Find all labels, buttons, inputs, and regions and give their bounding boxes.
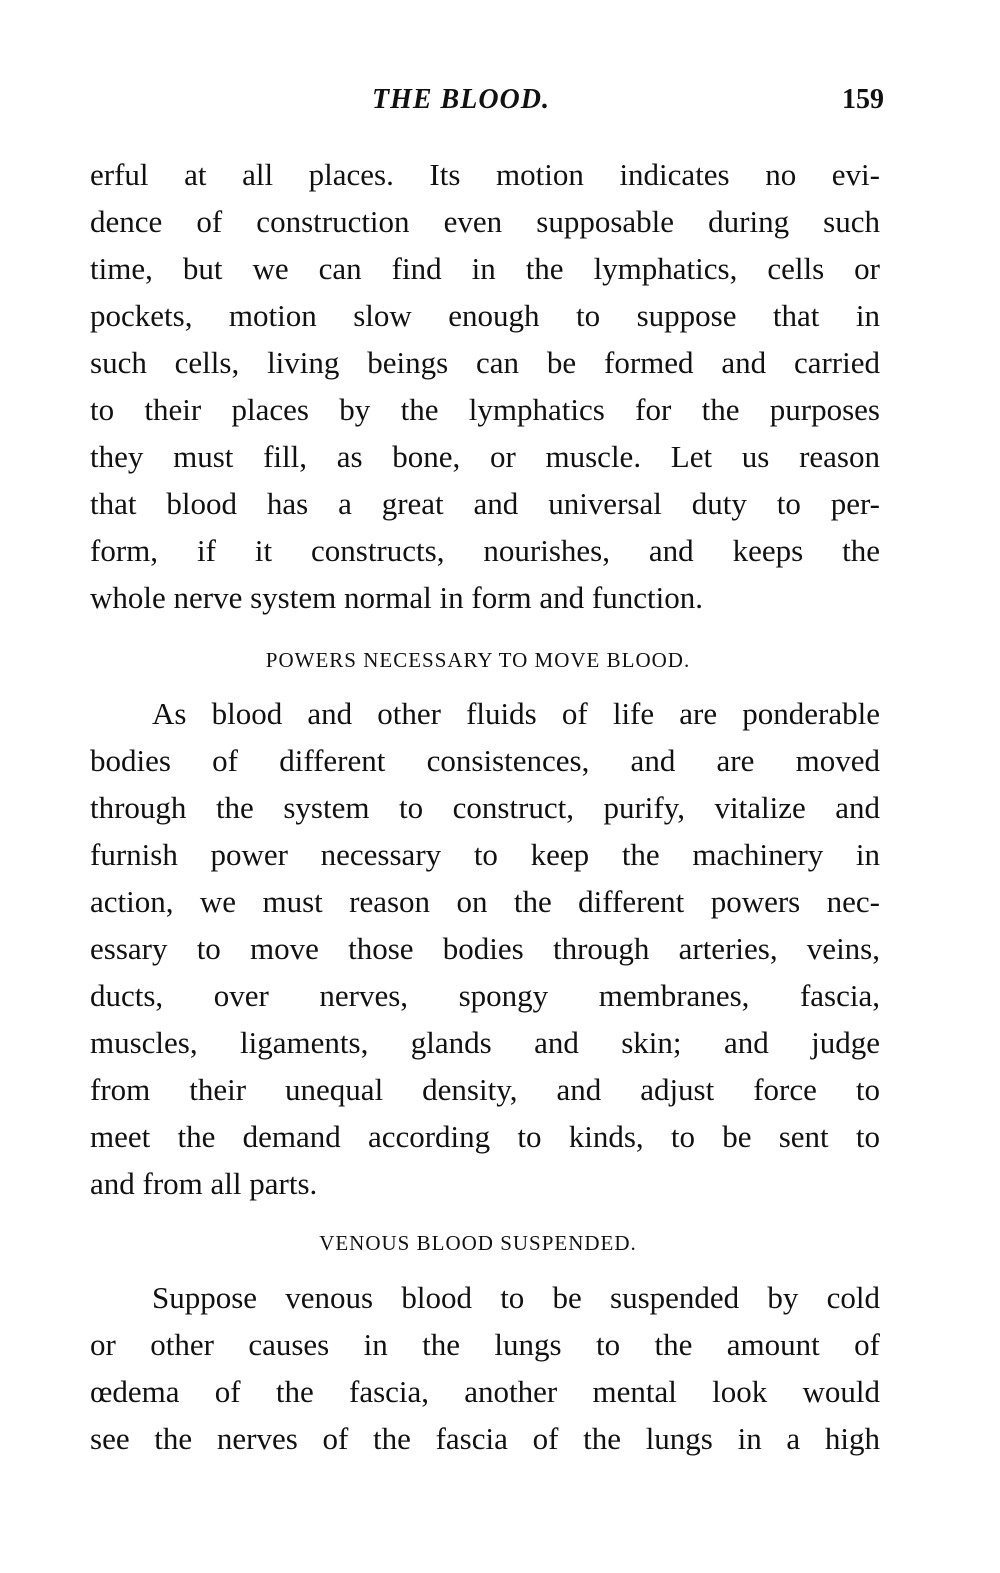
section-heading-venous: VENOUS BLOOD SUSPENDED. — [319, 1231, 637, 1255]
text-line: Suppose venous blood to be suspended by cold — [152, 1280, 880, 1315]
text-line: they must fill, as bone, or muscle. Let us reason — [90, 439, 880, 474]
text-line: from their unequal density, and adjust force to — [90, 1072, 880, 1107]
text-line: ducts, over nerves, spongy membranes, fascia, — [90, 978, 880, 1013]
text-line: to their places by the lymphatics for the purposes — [90, 392, 880, 427]
text-line: time, but we can find in the lymphatics, cells or — [90, 251, 880, 286]
text-line: meet the demand according to kinds, to be sent to — [90, 1119, 880, 1154]
text-line: through the system to construct, purify, vitalize and — [90, 790, 880, 825]
text-line: erful at all places. Its motion indicates no evi- — [90, 157, 880, 192]
text-line: muscles, ligaments, glands and skin; and judge — [90, 1025, 880, 1060]
running-header-title: THE BLOOD. — [372, 84, 550, 115]
text-line: see the nerves of the fascia of the lungs in a high — [90, 1421, 880, 1456]
text-line: and from all parts. — [90, 1166, 318, 1201]
text-line: or other causes in the lungs to the amount of — [90, 1327, 880, 1362]
page-number: 159 — [842, 84, 884, 115]
text-line: dence of construction even supposable during such — [90, 204, 880, 239]
text-line: action, we must reason on the different powers nec- — [90, 884, 880, 919]
paragraph-2 — [90, 690, 880, 1207]
text-line: such cells, living beings can be formed and carried — [90, 345, 880, 380]
text-line: furnish power necessary to keep the machinery in — [90, 837, 880, 872]
text-line: that blood has a great and universal duty to per- — [90, 486, 880, 521]
text-line: essary to move those bodies through arteries, veins, — [90, 931, 880, 966]
text-line: As blood and other fluids of life are ponderable — [152, 696, 880, 731]
text-line: œdema of the fascia, another mental look would — [90, 1374, 880, 1409]
text-line: whole nerve system normal in form and function. — [90, 580, 703, 615]
text-line: bodies of different consistences, and are moved — [90, 743, 880, 778]
paragraph-3 — [90, 1274, 880, 1462]
text-line: pockets, motion slow enough to suppose that in — [90, 298, 880, 333]
text-line: form, if it constructs, nourishes, and keeps the — [90, 533, 880, 568]
section-heading-powers: POWERS NECESSARY TO MOVE BLOOD. — [265, 648, 691, 672]
paragraph-1 — [90, 151, 880, 621]
